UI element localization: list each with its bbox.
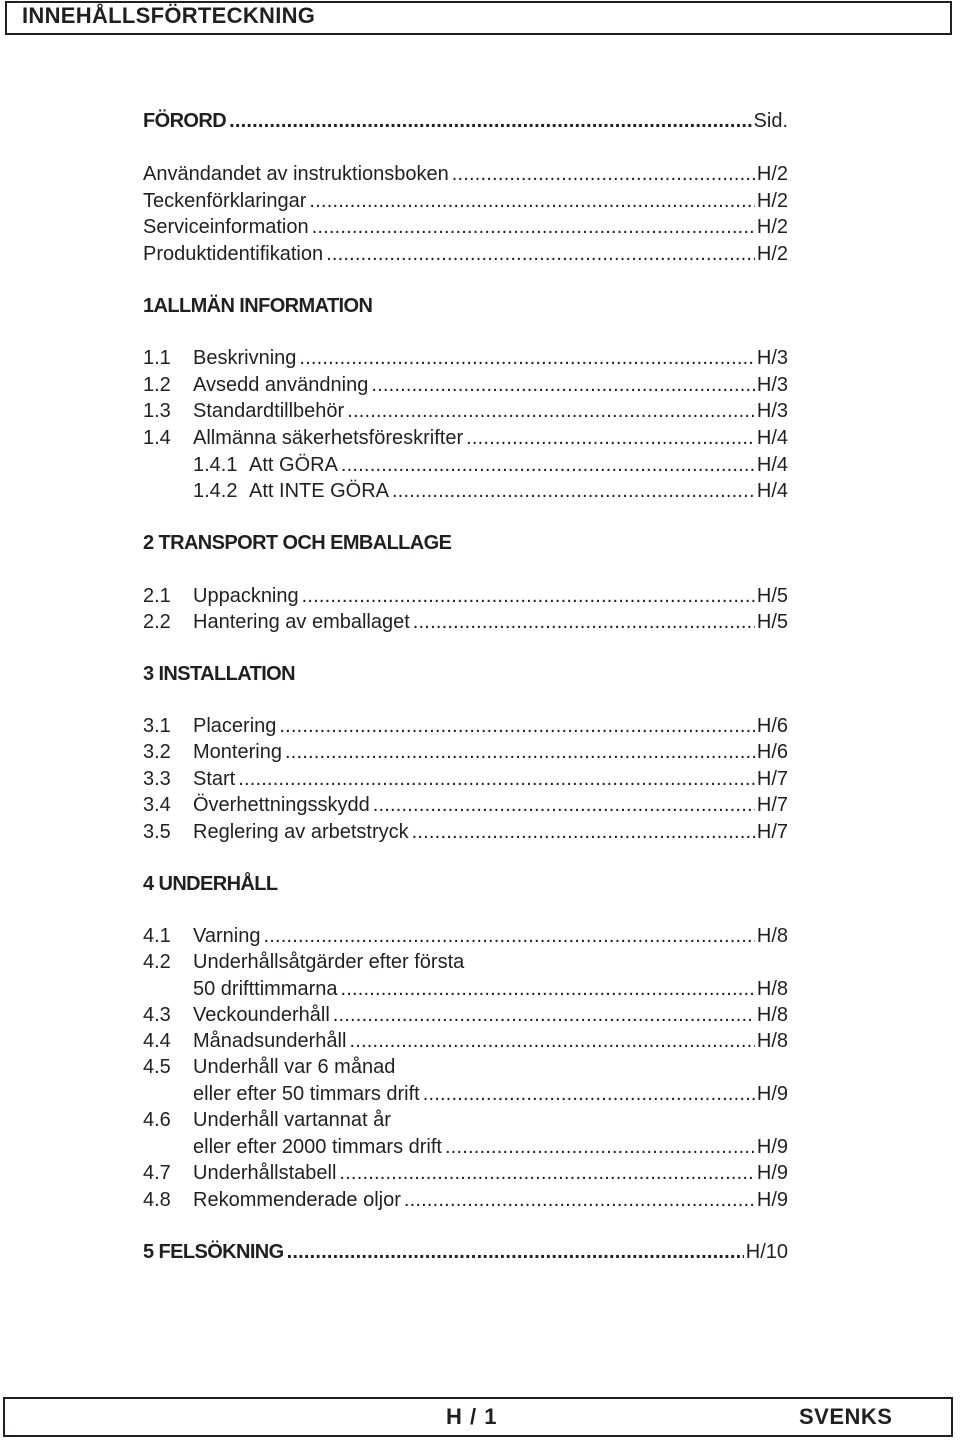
toc-entry-title: Att INTE GÖRA <box>249 480 390 502</box>
toc-entry-page: H/8 <box>756 1004 788 1026</box>
toc-dot-leader <box>347 401 755 421</box>
toc-entry-title: eller efter 2000 timmars drift <box>193 1136 442 1158</box>
toc-dot-leader <box>287 1242 744 1262</box>
toc-dot-leader <box>229 111 751 131</box>
toc-entry-number: 3.4 <box>143 794 171 816</box>
toc-dot-leader <box>238 769 755 789</box>
toc-dot-leader <box>341 979 755 999</box>
toc-entry-page: H/7 <box>756 768 788 790</box>
toc-dot-leader <box>326 244 755 264</box>
toc-entry-title: Montering <box>193 741 282 763</box>
toc-entry-number: 1.1 <box>143 347 171 369</box>
toc-entry-number: 3.2 <box>143 741 171 763</box>
toc-entry <box>143 421 788 448</box>
toc-entry-title: Underhållstabell <box>193 1162 337 1184</box>
toc-entry-page: H/2 <box>756 243 788 265</box>
toc-dot-leader <box>371 375 755 395</box>
toc-entry <box>143 657 788 684</box>
toc-entry-title: Allmänna säkerhetsföreskrifter <box>193 427 464 449</box>
toc-entry-number: 1.3 <box>143 400 171 422</box>
toc-entry <box>143 1156 788 1183</box>
toc-dot-leader <box>333 1005 755 1025</box>
toc-entry <box>143 919 788 946</box>
toc-entry <box>143 605 788 632</box>
toc-entry-page: H/9 <box>756 1083 788 1105</box>
toc-entry-page: H/3 <box>756 374 788 396</box>
toc-entry-page: H/3 <box>756 347 788 369</box>
toc-entry <box>143 1024 788 1051</box>
toc-entry-page: H/9 <box>756 1189 788 1211</box>
toc-entry-title: Teckenförklaringar <box>143 190 307 212</box>
toc-entry-title: 4 UNDERHÅLL <box>143 873 278 895</box>
toc-entry <box>143 1077 788 1104</box>
toc-entry-page: H/4 <box>756 454 788 476</box>
toc-entry-title: Hantering av emballaget <box>193 611 410 633</box>
toc-entry-title: Start <box>193 768 236 790</box>
toc-entry-title: Underhållsåtgärder efter första <box>193 951 465 973</box>
toc-entry <box>143 735 788 762</box>
toc-entry-page: H/2 <box>756 216 788 238</box>
toc-entry <box>143 867 788 894</box>
toc-entry <box>143 289 788 316</box>
toc-entry-page: H/8 <box>756 1030 788 1052</box>
toc-dot-leader <box>339 1163 754 1183</box>
toc-entry-page: H/5 <box>756 611 788 633</box>
toc-dot-leader <box>466 428 755 448</box>
toc-entry <box>143 815 788 842</box>
toc-entry-number: 3.3 <box>143 768 171 790</box>
toc-entry-title: 2 TRANSPORT OCH EMBALLAGE <box>143 532 452 554</box>
toc-entry <box>143 448 788 475</box>
toc-dot-leader <box>312 217 755 237</box>
toc-entry-page: H/8 <box>756 925 788 947</box>
toc-entry <box>143 184 788 211</box>
toc-entry-title: Avsedd användning <box>193 374 369 396</box>
toc-entry <box>143 972 788 999</box>
toc-entry <box>143 104 788 131</box>
toc-entry <box>143 1130 788 1157</box>
toc-entry-number: 4.6 <box>143 1109 171 1131</box>
toc-dot-leader <box>445 1137 755 1157</box>
toc-entry-page: H/2 <box>756 190 788 212</box>
toc-entry-title: Rekommenderade oljor <box>193 1189 401 1211</box>
toc-entry-title: 5 FELSÖKNING <box>143 1241 284 1263</box>
toc-entry-number: 4.3 <box>143 1004 171 1026</box>
toc-entry <box>143 368 788 395</box>
toc-entry <box>143 709 788 736</box>
toc-entry <box>143 1235 788 1262</box>
toc-entry-title: Underhåll var 6 månad <box>193 1056 396 1078</box>
toc-entry <box>143 474 788 501</box>
toc-entry <box>143 341 788 368</box>
toc-dot-leader <box>373 795 755 815</box>
toc-entry-page: H/4 <box>756 427 788 449</box>
toc-entry-page: Sid. <box>753 110 788 132</box>
toc-entry-number: 4.1 <box>143 925 171 947</box>
toc-entry-number: 1.4.1 <box>193 454 238 476</box>
toc-entry-title: Användandet av instruktionsboken <box>143 163 449 185</box>
toc-entry <box>143 210 788 237</box>
toc-entry <box>143 1050 788 1077</box>
toc-dot-leader <box>299 348 754 368</box>
toc-entry-title: Reglering av arbetstryck <box>193 821 409 843</box>
toc-entry-title: 3 INSTALLATION <box>143 663 295 685</box>
toc-dot-leader <box>423 1084 755 1104</box>
toc-entry <box>143 998 788 1025</box>
toc-entry <box>143 579 788 606</box>
toc-entry-title: 1ALLMÄN INFORMATION <box>143 295 373 317</box>
toc-entry-number: 4.5 <box>143 1056 171 1078</box>
toc-entry-number: 1.4 <box>143 427 171 449</box>
toc-entry-page: H/5 <box>756 585 788 607</box>
toc-entry-title: FÖRORD <box>143 110 227 132</box>
toc-entry-title: Varning <box>193 925 261 947</box>
toc-entry-title: 50 drifttimmarna <box>193 978 338 1000</box>
toc-entry-page: H/7 <box>756 821 788 843</box>
page-title: INNEHÅLLSFÖRTECKNING <box>22 3 316 28</box>
toc-entry-title: Underhåll vartannat år <box>193 1109 391 1131</box>
toc-entry-title: Uppackning <box>193 585 299 607</box>
toc-entry-title: Produktidentifikation <box>143 243 324 265</box>
toc-entry-page: H/3 <box>756 400 788 422</box>
toc-entry-number: 3.5 <box>143 821 171 843</box>
toc-entry-page: H/9 <box>756 1162 788 1184</box>
toc-dot-leader <box>349 1031 754 1051</box>
toc-entry <box>143 945 788 972</box>
toc-dot-leader <box>309 191 754 211</box>
toc-entry-number: 4.8 <box>143 1189 171 1211</box>
toc-entry-page: H/2 <box>756 163 788 185</box>
toc-dot-leader <box>302 586 755 606</box>
toc-entry-title: Placering <box>193 715 277 737</box>
toc-entry <box>143 237 788 264</box>
toc-entry-page: H/8 <box>756 978 788 1000</box>
toc-entry-title: Serviceinformation <box>143 216 309 238</box>
toc-entry <box>143 788 788 815</box>
toc-dot-leader <box>404 1190 755 1210</box>
toc-entry-page: H/9 <box>756 1136 788 1158</box>
toc-entry-page: H/6 <box>756 715 788 737</box>
toc-entry <box>143 526 788 553</box>
toc-entry <box>143 1103 788 1130</box>
toc-entry-title: Beskrivning <box>193 347 297 369</box>
toc-entry <box>143 1183 788 1210</box>
toc-entry-number: 2.2 <box>143 611 171 633</box>
toc-entry-page: H/4 <box>756 480 788 502</box>
toc-entry-title: Månadsunderhåll <box>193 1030 347 1052</box>
toc-entry-number: 3.1 <box>143 715 171 737</box>
toc-entry-number: 4.2 <box>143 951 171 973</box>
toc-entry-number: 4.7 <box>143 1162 171 1184</box>
footer-language: SVENKS <box>799 1404 893 1429</box>
footer-page-number: H / 1 <box>446 1404 498 1429</box>
toc-entry-title: eller efter 50 timmars drift <box>193 1083 420 1105</box>
toc-entry-title: Att GÖRA <box>249 454 338 476</box>
toc-dot-leader <box>392 481 755 501</box>
toc-dot-leader <box>413 612 755 632</box>
toc-dot-leader <box>452 164 755 184</box>
toc-entry-number: 1.4.2 <box>193 480 238 502</box>
toc-entry-number: 4.4 <box>143 1030 171 1052</box>
toc-dot-leader <box>412 822 755 842</box>
toc-entry-title: Veckounderhåll <box>193 1004 330 1026</box>
toc-entry <box>143 157 788 184</box>
toc-dot-leader <box>279 716 754 736</box>
toc-entry-number: 1.2 <box>143 374 171 396</box>
toc-entry-page: H/10 <box>745 1241 788 1263</box>
toc-entry-page: H/6 <box>756 741 788 763</box>
toc-entry-title: Överhettningsskydd <box>193 794 370 816</box>
toc-entry-title: Standardtillbehör <box>193 400 345 422</box>
toc-dot-leader <box>263 926 754 946</box>
toc-entry-number: 2.1 <box>143 585 171 607</box>
toc-entry-page: H/7 <box>756 794 788 816</box>
toc-entry <box>143 394 788 421</box>
toc-dot-leader <box>341 455 755 475</box>
toc-entry <box>143 762 788 789</box>
toc-dot-leader <box>285 742 755 762</box>
